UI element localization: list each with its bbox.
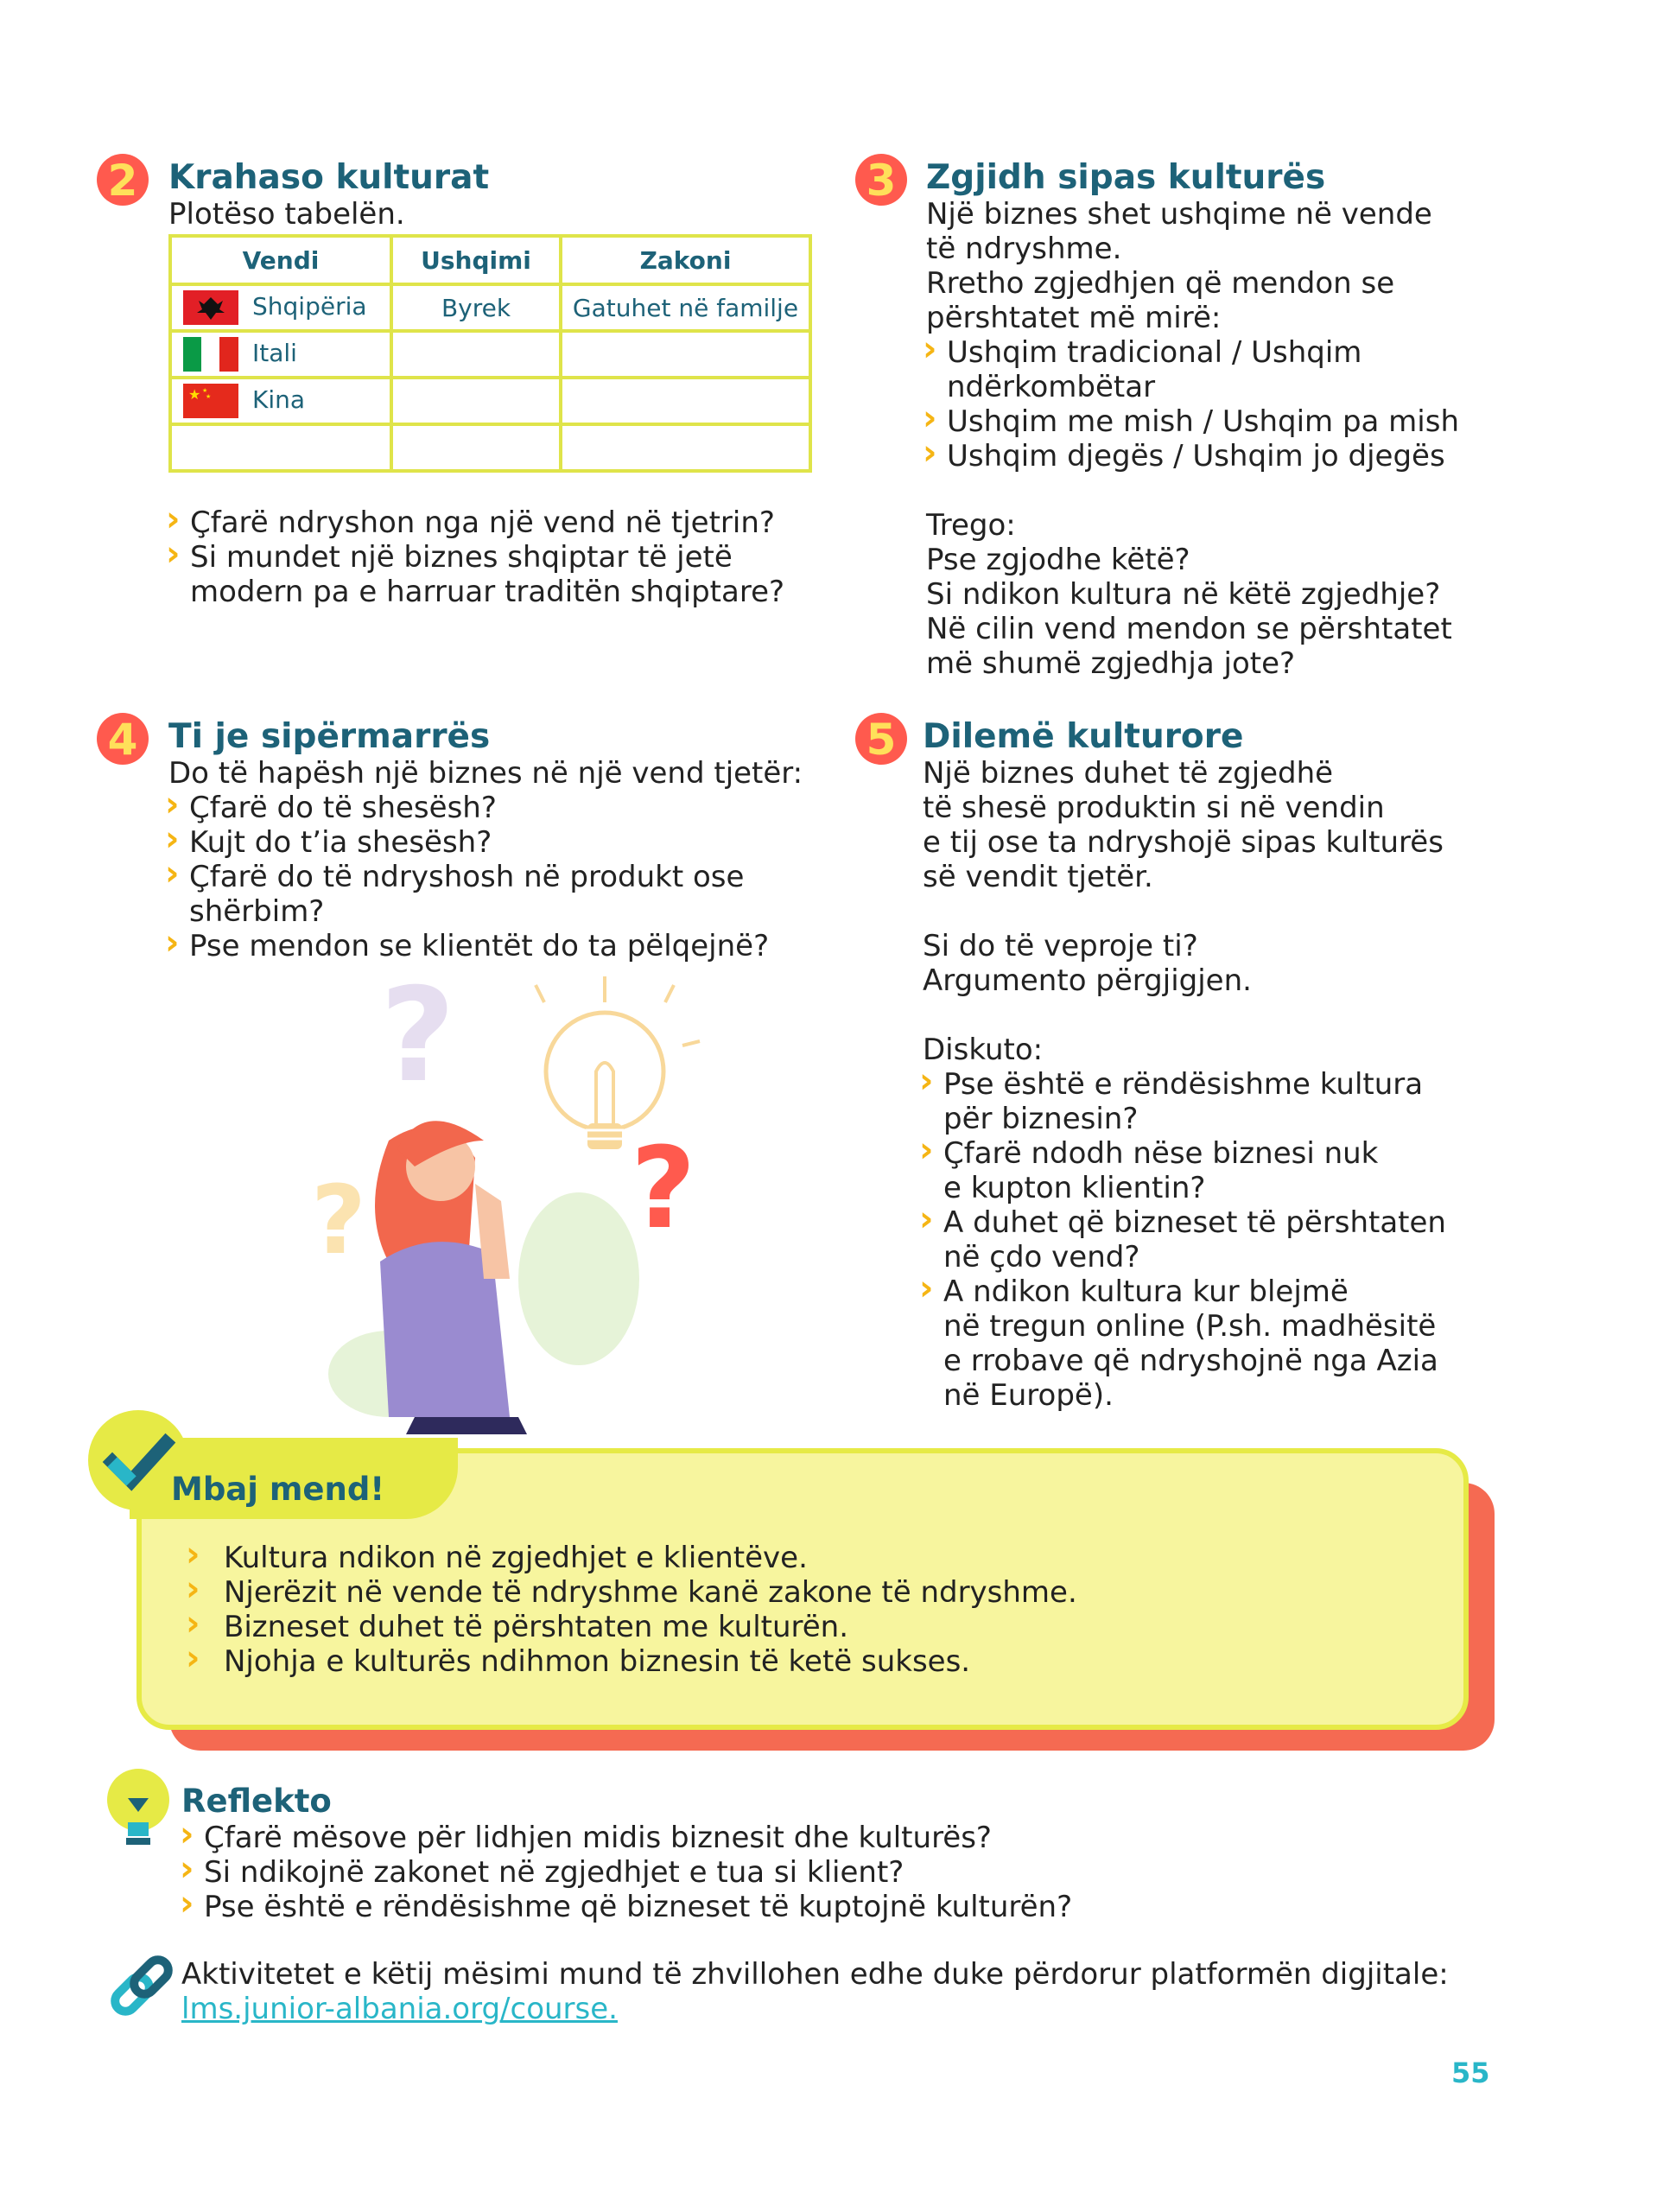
svg-text:★: ★: [206, 393, 212, 400]
remember-item: › Njerëzit në vende të ndryshme kanë zakone të ndryshme.: [186, 1575, 1395, 1610]
table-cell-country: [170, 284, 391, 331]
question-item: › Kujt do t’ia shesësh?: [165, 825, 842, 860]
table-cell-custom[interactable]: [561, 331, 810, 378]
reflect-title: Reflekto: [181, 1783, 332, 1820]
country-name: Kina: [252, 385, 306, 414]
remember-title: Mbaj mend!: [171, 1471, 385, 1508]
remember-list: [186, 1541, 1395, 1679]
platform-link[interactable]: lms.junior-albania.org/course.: [181, 1992, 618, 2026]
section-2-number-badge: 2: [97, 154, 149, 206]
discussion-item-continuation: në tregun online (P.sh. madhësitë: [943, 1309, 1437, 1344]
question-item: › Çfarë do të ndryshosh në produkt ose: [165, 860, 842, 894]
body-line: Në cilin vend mendon se përshtatet: [926, 612, 1452, 646]
question-item: › Pse mendon se klientët do ta pëlqejnë?: [165, 929, 842, 963]
question-item: › Si mundet një biznes shqiptar të jetë: [166, 540, 840, 575]
link-icon: [105, 1955, 178, 2027]
discussion-item: › Çfarë ndodh nëse biznesi nuk: [919, 1136, 1596, 1171]
table-header-zakoni: Zakoni: [561, 236, 810, 284]
lightbulb-icon: [104, 1767, 173, 1853]
section-3-body: [926, 197, 1583, 681]
question-item-continuation: modern pa e harruar traditën shqiptare?: [190, 575, 785, 609]
svg-text:?: ?: [380, 968, 456, 1111]
question-item-continuation: shërbim?: [189, 894, 325, 929]
remember-item: › Kultura ndikon në zgjedhjet e klientëve.: [186, 1541, 1395, 1575]
china-flag-icon: [183, 384, 238, 418]
table-row: [170, 331, 810, 378]
body-line: Një biznes shet ushqime në vende: [926, 197, 1432, 232]
body-line: Një biznes duhet të zgjedhë: [923, 756, 1334, 791]
discussion-item: › A duhet që bizneset të përshtaten: [919, 1205, 1596, 1240]
remember-item: › Njohja e kulturës ndihmon biznesin të ketë sukses.: [186, 1644, 1395, 1679]
table-cell-country: [170, 331, 391, 378]
body-line: më shumë zgjedhja jote?: [926, 646, 1296, 681]
discussion-item: › A ndikon kultura kur blejmë: [919, 1274, 1596, 1309]
thinking-woman-illustration: [285, 968, 734, 1434]
svg-text:★: ★: [202, 387, 208, 394]
body-line: Si do të veproje ti?: [923, 929, 1198, 963]
reflect-list: [180, 1821, 1476, 1924]
table-cell-custom[interactable]: [561, 424, 810, 471]
section-4-number-badge: 4: [97, 713, 149, 765]
table-cell-country: [170, 378, 391, 424]
option-item-continuation[interactable]: ndërkombëtar: [947, 370, 1156, 404]
footer-text: Aktivitetet e këtij mësimi mund të zhvillohen edhe duke përdorur platformën digjitale:: [181, 1957, 1449, 1992]
table-row: [170, 424, 810, 471]
body-line: Rretho zgjedhjen që mendon se: [926, 266, 1395, 301]
page-number: 55: [1451, 2056, 1490, 2089]
body-line: Do të hapësh një biznes në një vend tjetër:: [168, 756, 803, 791]
reflect-item: › Çfarë mësove për lidhjen midis biznesit dhe kulturës?: [180, 1821, 1476, 1855]
footer: [181, 1957, 1520, 2026]
body-line: së vendit tjetër.: [923, 860, 1153, 894]
option-item[interactable]: › Ushqim tradicional / Ushqim: [923, 335, 1583, 370]
section-4-title: Ti je sipërmarrës: [168, 717, 491, 756]
section-4-body: [168, 756, 842, 963]
table-cell-custom[interactable]: Gatuhet në familje: [561, 284, 810, 331]
body-line: e tij ose ta ndryshojë sipas kulturës: [923, 825, 1444, 860]
country-name: Itali: [252, 339, 297, 367]
question-item: › Çfarë ndryshon nga një vend në tjetrin?: [166, 505, 840, 540]
discussion-item-continuation: për biznesin?: [943, 1102, 1139, 1136]
table-cell-food[interactable]: [391, 331, 561, 378]
discussion-item-continuation: në Europë).: [943, 1378, 1114, 1413]
reflect-item: › Si ndikojnë zakonet në zgjedhjet e tua si klient?: [180, 1855, 1476, 1890]
body-line: Argumento përgjigjen.: [923, 963, 1252, 998]
body-line: të ndryshme.: [926, 232, 1122, 266]
discussion-item: › Pse është e rëndësishme kultura: [919, 1067, 1596, 1102]
discussion-item-continuation: e rrobave që ndryshojnë nga Azia: [943, 1344, 1438, 1378]
section-5-number-badge: 5: [855, 713, 907, 765]
table-cell-food[interactable]: [391, 378, 561, 424]
section-3-title: Zgjidh sipas kulturës: [926, 158, 1326, 197]
albania-flag-icon: [183, 290, 238, 325]
table-cell-food[interactable]: Byrek: [391, 284, 561, 331]
body-line: të shesë produktin si në vendin: [923, 791, 1385, 825]
table-row: [170, 378, 810, 424]
country-name: Shqipëria: [252, 292, 367, 321]
discussion-item-continuation: e kupton klientin?: [943, 1171, 1206, 1205]
svg-text:?: ?: [311, 1165, 366, 1275]
section-2-subtitle: Plotëso tabelën.: [168, 197, 405, 232]
table-cell-country[interactable]: [170, 424, 391, 471]
option-item[interactable]: › Ushqim djegës / Ushqim jo djegës: [923, 439, 1583, 474]
section-2-title: Krahaso kulturat: [168, 158, 490, 197]
table-header-ushqimi: Ushqimi: [391, 236, 561, 284]
section-5-title: Dilemë kulturore: [923, 717, 1244, 756]
discussion-item-continuation: në çdo vend?: [943, 1240, 1140, 1274]
table-header-vendi: Vendi: [170, 236, 391, 284]
remember-item: › Bizneset duhet të përshtaten me kulturën.: [186, 1610, 1395, 1644]
reflect-item: › Pse është e rëndësishme që bizneset të kuptojnë kulturën?: [180, 1890, 1476, 1924]
svg-text:★: ★: [188, 386, 201, 403]
body-line: Pse zgjodhe këtë?: [926, 543, 1190, 577]
body-line: Diskuto:: [923, 1033, 1044, 1067]
body-line: Si ndikon kultura në këtë zgjedhje?: [926, 577, 1441, 612]
question-item: › Çfarë do të shesësh?: [165, 791, 842, 825]
table-cell-custom[interactable]: [561, 378, 810, 424]
culture-table: [168, 234, 812, 473]
option-item[interactable]: › Ushqim me mish / Ushqim pa mish: [923, 404, 1583, 439]
body-line: Trego:: [926, 508, 1016, 543]
body-line: përshtatet më mirë:: [926, 301, 1222, 335]
section-3-number-badge: 3: [855, 154, 907, 206]
section-2-questions: [166, 505, 840, 609]
table-row: [170, 284, 810, 331]
svg-text:?: ?: [631, 1122, 696, 1254]
section-5-body: [923, 756, 1596, 1413]
table-cell-food[interactable]: [391, 424, 561, 471]
italy-flag-icon: [183, 337, 238, 372]
